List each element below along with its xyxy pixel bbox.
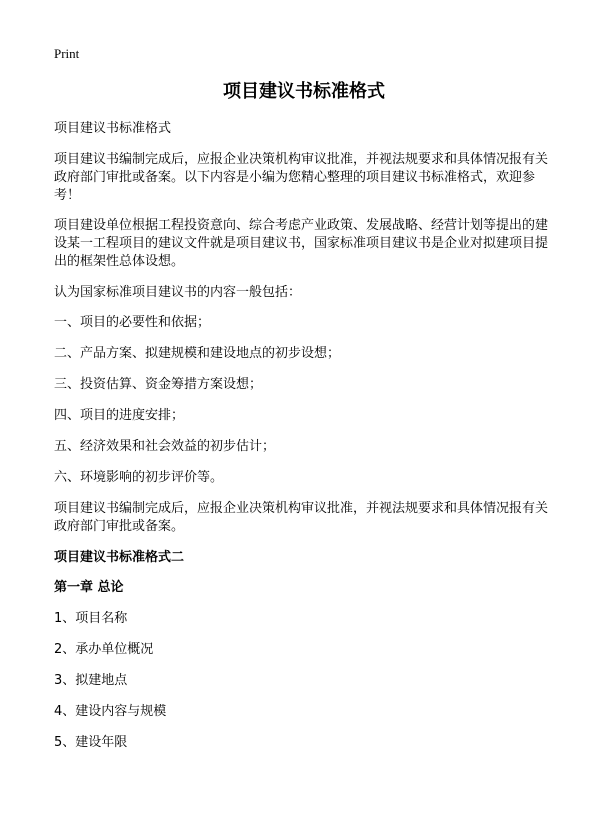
list-item: 1、项目名称 [54, 610, 128, 626]
list-item: 4、建设内容与规模 [54, 703, 167, 719]
paragraph: 认为国家标准项目建议书的内容一般包括： [54, 284, 302, 300]
paragraph: 项目建议书编制完成后，应报企业决策机构审议批准，并视法规要求和具体情况报有关政府部门审批或备案。以下内容是小编为您精心整理的项目建议书标准格式，欢迎参考！ [54, 151, 549, 203]
list-item: 五、经济效果和社会效益的初步估计； [54, 439, 276, 454]
list-item: 3、拟建地点 [54, 672, 128, 688]
list-item: 2、承办单位概况 [54, 641, 154, 657]
list-item: 二、产品方案、拟建规模和建设地点的初步设想； [54, 346, 341, 361]
paragraph: 项目建议书标准格式 [54, 121, 172, 136]
list-item: 六、环境影响的初步评价等。 [54, 470, 224, 485]
list-item: 四、项目的进度安排； [54, 408, 185, 423]
section-heading: 第一章 总论 [54, 580, 124, 595]
list-item: 三、投资估算、资金筹措方案设想； [54, 377, 263, 392]
paragraph: 项目建议书编制完成后，应报企业决策机构审议批准，并视法规要求和具体情况报有关政府部门审批或备案。 [54, 501, 549, 534]
paragraph: 项目建设单位根据工程投资意向、综合考虑产业政策、发展战略、经营计划等提出的建设某一工程项目的建议文件就是项目建议书，国家标准项目建议书是企业对拟建项目提出的框架性总体设想。 [54, 218, 549, 269]
page-title: 项目建议书标准格式 [223, 81, 385, 102]
print-link[interactable]: Print [54, 46, 80, 61]
list-item: 5、建设年限 [54, 734, 128, 750]
document-body [54, 120, 554, 765]
list-item: 一、项目的必要性和依据； [54, 315, 211, 330]
section-heading: 项目建议书标准格式二 [54, 549, 185, 565]
